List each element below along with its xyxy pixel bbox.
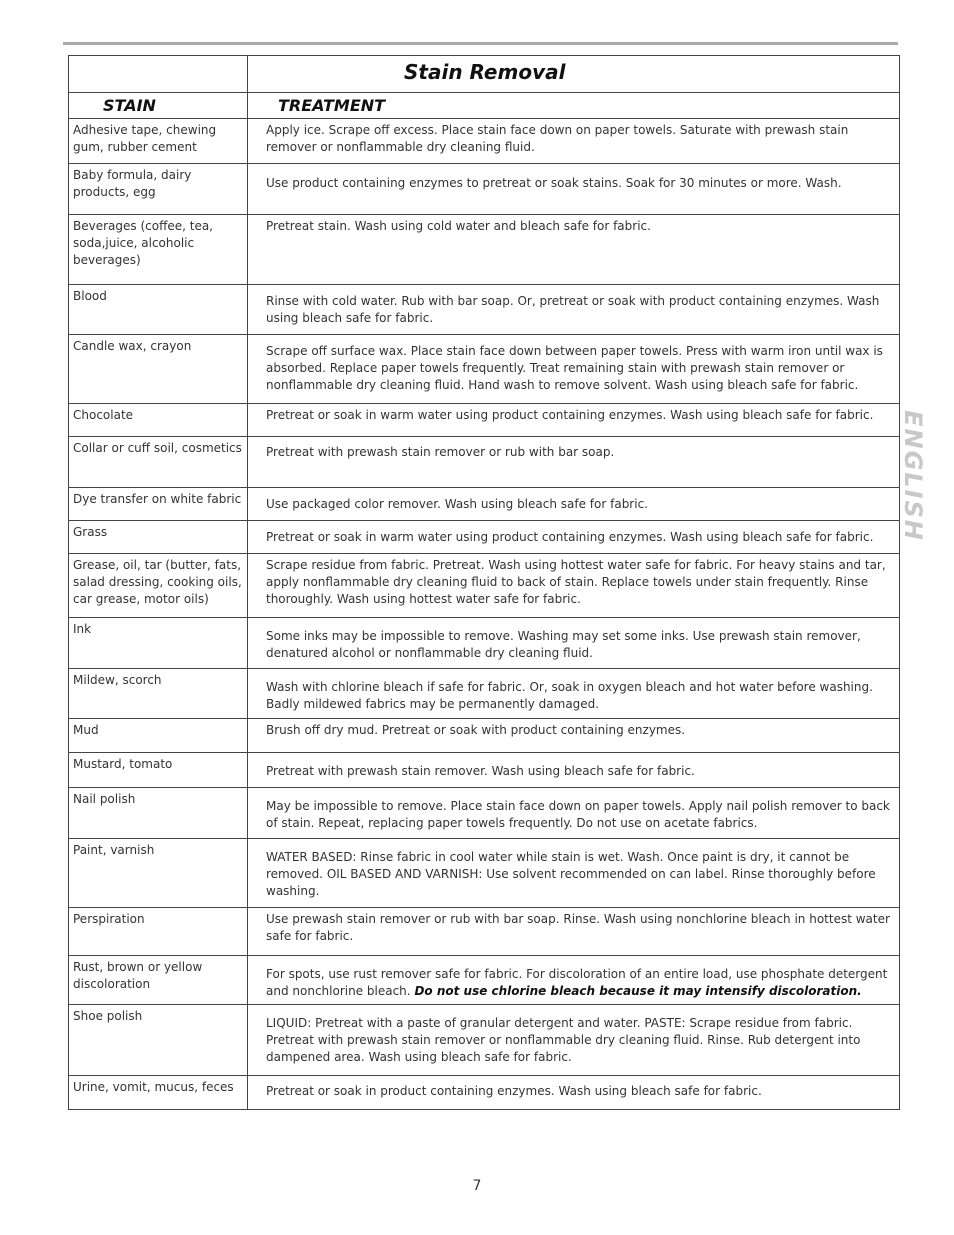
- treatment-cell: [248, 164, 900, 215]
- treatment-cell: [248, 521, 900, 554]
- treatment-cell: [248, 719, 900, 753]
- treatment-cell: [248, 669, 900, 719]
- treatment-warning-note: Do not use chlorine bleach because it may intensify discoloration.: [414, 984, 862, 998]
- table-row: [69, 1005, 900, 1076]
- table-row: [69, 164, 900, 215]
- stain-column-header: STAIN: [69, 93, 248, 119]
- treatment-text: Wash with chlorine bleach if safe for fabric. Or, soak in oxygen bleach and hot water before washing. Badly mildewed fabrics may be permanently damaged.: [266, 680, 873, 711]
- treatment-text: Use product containing enzymes to pretreat or soak stains. Soak for 30 minutes or more. Wash.: [266, 176, 842, 190]
- stain-cell: Adhesive tape, chewing gum, rubber cement: [69, 119, 248, 164]
- treatment-cell: [248, 119, 900, 164]
- table-row: [69, 335, 900, 404]
- table-row: [69, 554, 900, 618]
- treatment-text: Pretreat with prewash stain remover. Wash using bleach safe for fabric.: [266, 764, 695, 778]
- treatment-text: LIQUID: Pretreat with a paste of granular detergent and water. PASTE: Scrape residue from fabric. Pretreat with prewash stain remover or nonflammable dry cleaning fluid. Rinse. Rub detergent into dampened area. Wash using bleach safe for fabric.: [266, 1016, 861, 1064]
- treatment-text: WATER BASED: Rinse fabric in cool water while stain is wet. Wash. Once paint is dry, it cannot be removed. OIL BASED AND VARNISH: Use solvent recommended on can label. Rinse thoroughly before washing.: [266, 850, 876, 898]
- title-spacer-cell: [69, 56, 248, 93]
- stain-cell: Grass: [69, 521, 248, 554]
- treatment-text: For spots, use rust remover safe for fabric. For discoloration of an entire load, use phosphate detergent and nonchlorine bleach.: [266, 967, 888, 998]
- table-row: [69, 618, 900, 669]
- table-row: [69, 908, 900, 956]
- treatment-cell: [248, 404, 900, 437]
- table-row: [69, 956, 900, 1005]
- title-cell: [248, 56, 900, 93]
- stain-cell: Collar or cuff soil, cosmetics: [69, 437, 248, 488]
- treatment-text: Use packaged color remover. Wash using bleach safe for fabric.: [266, 497, 648, 511]
- table-row: [69, 119, 900, 164]
- page-number: 7: [472, 1178, 482, 1194]
- stain-cell: Candle wax, crayon: [69, 335, 248, 404]
- header-row: [69, 93, 900, 119]
- stain-cell: Mud: [69, 719, 248, 753]
- table-row: [69, 488, 900, 521]
- table-row: [69, 669, 900, 719]
- treatment-cell: [248, 753, 900, 788]
- treatment-cell: [248, 839, 900, 908]
- treatment-cell: [248, 1005, 900, 1076]
- table-row: [69, 788, 900, 839]
- treatment-cell: [248, 335, 900, 404]
- treatment-text: Pretreat stain. Wash using cold water and bleach safe for fabric.: [266, 219, 651, 233]
- treatment-cell: [248, 554, 900, 618]
- side-language-label: [895, 410, 931, 542]
- table-row: [69, 285, 900, 335]
- stain-cell: Blood: [69, 285, 248, 335]
- stain-cell: Beverages (coffee, tea, soda,juice, alcoholic beverages): [69, 215, 248, 285]
- treatment-text: Some inks may be impossible to remove. Washing may set some inks. Use prewash stain remover, denatured alcohol or nonflammable dry cleaning fluid.: [266, 629, 861, 660]
- table-row: [69, 404, 900, 437]
- treatment-cell: [248, 618, 900, 669]
- treatment-text: Apply ice. Scrape off excess. Place stain face down on paper towels. Saturate with prewash stain remover or nonflammable dry cleaning fluid.: [266, 123, 849, 154]
- treatment-cell: [248, 908, 900, 956]
- treatment-text: Scrape residue from fabric. Pretreat. Wash using hottest water safe for fabric. For heavy stains and tar, apply nonflammable dry cleaning fluid to back of stain. Replace towels under stain frequently. Rinse thoroughly. Wash using hottest water safe for fabric.: [266, 558, 886, 606]
- stain-cell: Urine, vomit, mucus, feces: [69, 1076, 248, 1110]
- treatment-cell: [248, 488, 900, 521]
- stain-cell: Dye transfer on white fabric: [69, 488, 248, 521]
- stain-cell: Mildew, scorch: [69, 669, 248, 719]
- table-row: [69, 753, 900, 788]
- treatment-text: May be impossible to remove. Place stain face down on paper towels. Apply nail polish remover to back of stain. Repeat, replacing paper towels frequently. Do not use on acetate fabrics.: [266, 799, 890, 830]
- treatment-text: Brush off dry mud. Pretreat or soak with product containing enzymes.: [266, 723, 686, 737]
- treatment-cell: [248, 956, 900, 1005]
- stain-cell: Paint, varnish: [69, 839, 248, 908]
- side-label-text: ENGLISH: [899, 410, 927, 542]
- treatment-cell: [248, 437, 900, 488]
- title-row: [69, 56, 900, 93]
- treatment-cell: [248, 788, 900, 839]
- top-rule: [63, 42, 898, 45]
- stain-cell: Perspiration: [69, 908, 248, 956]
- table-title: Stain Removal: [404, 60, 566, 84]
- treatment-cell: [248, 215, 900, 285]
- stain-cell: Chocolate: [69, 404, 248, 437]
- treatment-text: Scrape off surface wax. Place stain face down between paper towels. Press with warm iron until wax is absorbed. Replace paper towels frequently. Treat remaining stain with prewash stain remover or nonflammable dry cleaning fluid. Hand wash to remove solvent. Wash using bleach safe for fabric.: [266, 344, 883, 392]
- treatment-text: Pretreat or soak in product containing enzymes. Wash using bleach safe for fabric.: [266, 1084, 762, 1098]
- stain-cell: Grease, oil, tar (butter, fats, salad dressing, cooking oils, car grease, motor oils): [69, 554, 248, 618]
- treatment-column-header: TREATMENT: [248, 93, 900, 119]
- stain-removal-table: [68, 55, 900, 1110]
- stain-cell: Nail polish: [69, 788, 248, 839]
- table-row: [69, 839, 900, 908]
- treatment-cell: [248, 285, 900, 335]
- stain-cell: Shoe polish: [69, 1005, 248, 1076]
- stain-cell: Rust, brown or yellow discoloration: [69, 956, 248, 1005]
- table-row: [69, 521, 900, 554]
- table-row: [69, 215, 900, 285]
- table-row: [69, 1076, 900, 1110]
- treatment-text: Rinse with cold water. Rub with bar soap. Or, pretreat or soak with product containing enzymes. Wash using bleach safe for fabric.: [266, 294, 880, 325]
- treatment-cell: [248, 1076, 900, 1110]
- treatment-text: Use prewash stain remover or rub with bar soap. Rinse. Wash using nonchlorine bleach in hottest water safe for fabric.: [266, 912, 890, 943]
- stain-cell: Ink: [69, 618, 248, 669]
- table-row: [69, 437, 900, 488]
- stain-cell: Mustard, tomato: [69, 753, 248, 788]
- table-row: [69, 719, 900, 753]
- stain-cell: Baby formula, dairy products, egg: [69, 164, 248, 215]
- treatment-text: Pretreat or soak in warm water using product containing enzymes. Wash using bleach safe for fabric.: [266, 530, 874, 544]
- treatment-text: Pretreat with prewash stain remover or rub with bar soap.: [266, 445, 615, 459]
- treatment-text: Pretreat or soak in warm water using product containing enzymes. Wash using bleach safe for fabric.: [266, 408, 874, 422]
